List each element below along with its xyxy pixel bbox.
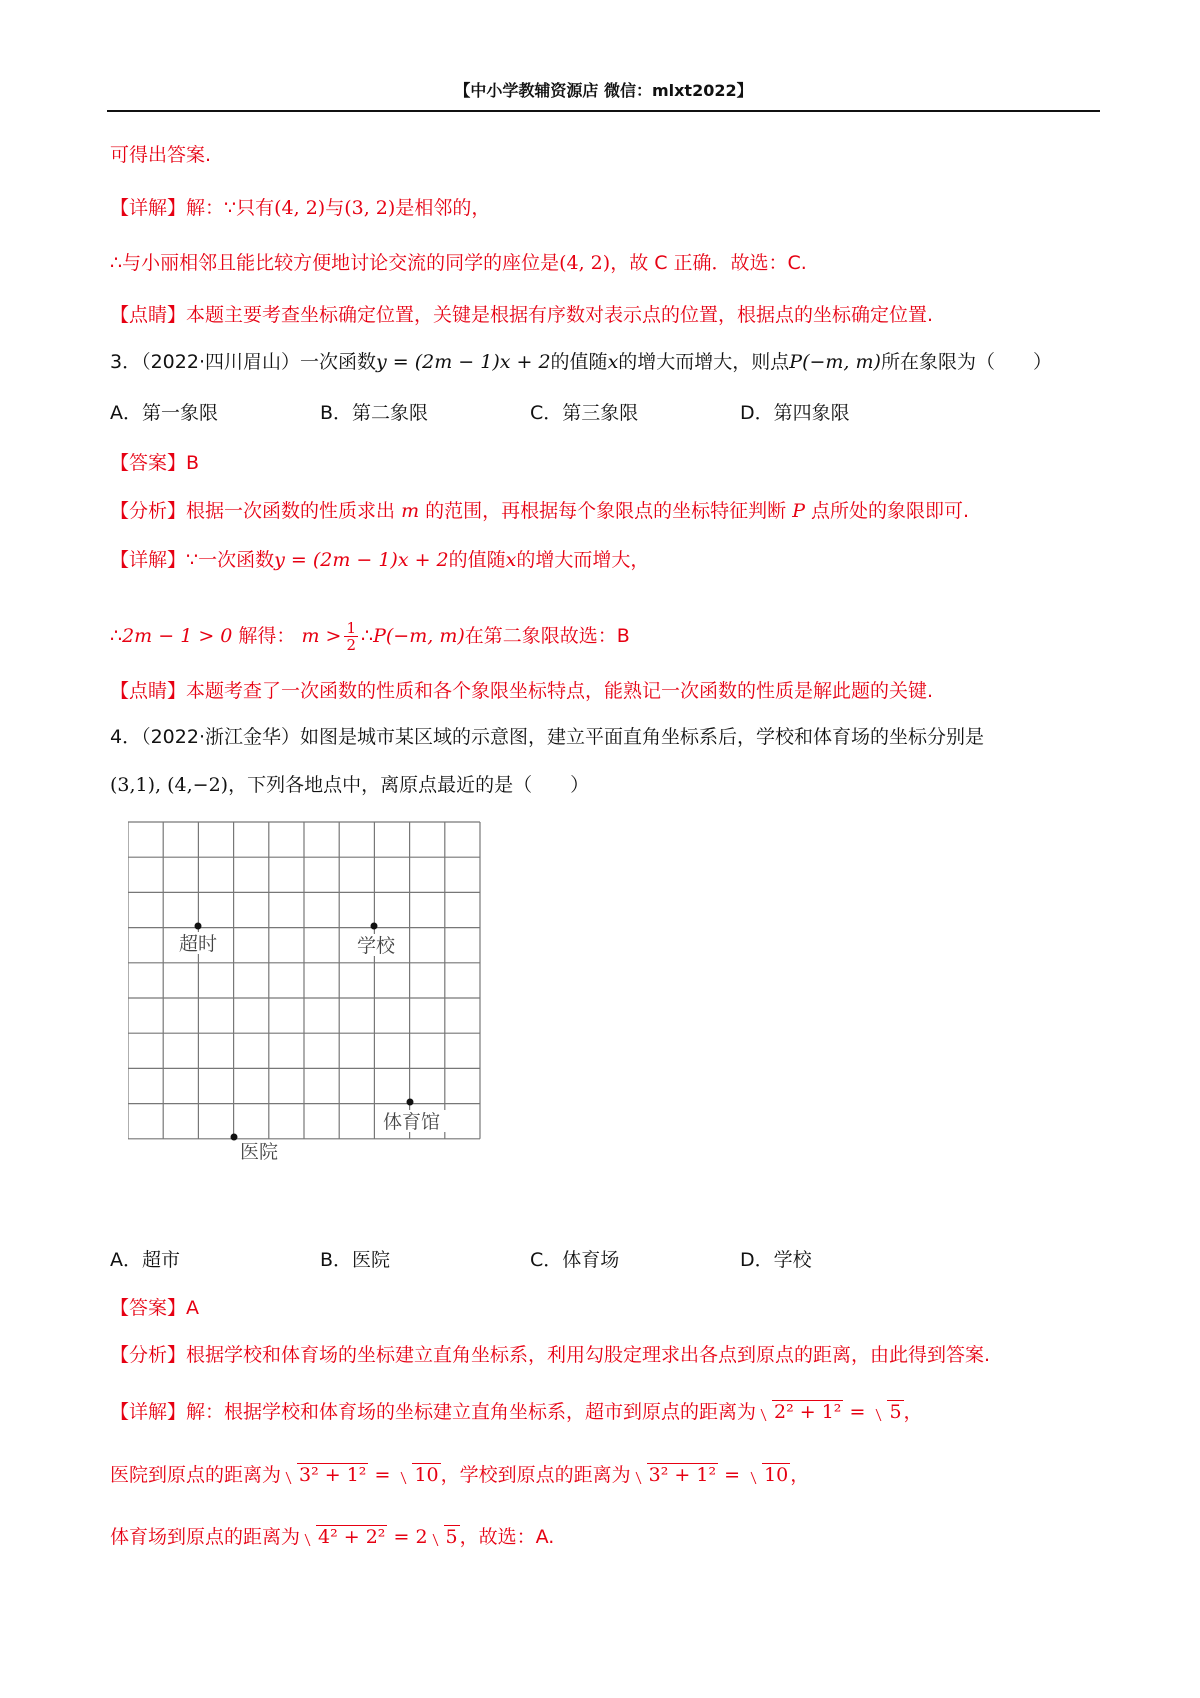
detail-text: 的值随 [448,549,506,571]
solution-text: 解得： [238,625,296,647]
sqrt-expression [302,1522,387,1552]
q4-coordinates: (3,1), (4,−2) [110,774,229,796]
point-3-2: (3, 2) [344,197,396,219]
q4-stem-line2 [110,770,589,800]
city-grid-map [128,820,482,1174]
sqrt-result [873,1397,903,1427]
q3-option-d: D．第四象限 [740,402,850,424]
fraction-numerator: 1 [346,619,357,637]
solution-text: 在第二象限故选：B [464,625,630,647]
q3-option-b: B．第二象限 [320,402,429,424]
point-tag: 【点睛】 [110,304,187,326]
sqrt-result [398,1460,440,1490]
detail-text: 体育场到原点的距离为 [110,1526,301,1548]
sqrt-expression [283,1460,368,1490]
q3-stem-text: 3．（2022·四川眉山）一次函数 [110,351,376,373]
sqrt-result [430,1522,460,1552]
radicand: 3² + 1² [648,1464,717,1486]
analysis-text: 点所处的象限即可. [811,500,970,522]
supermarket-point [195,923,202,930]
school-point [371,923,378,930]
q4-option-b: B．医院 [320,1249,391,1271]
q3-function: y = (2m − 1)x + 2 [274,549,449,571]
detail-text: ，故 C 正确．故选：C. [610,252,807,274]
q4-option-c: C．体育场 [530,1249,620,1271]
point-4-2: (4, 2) [559,252,611,274]
analysis-text: 的范围，再根据每个象限点的坐标特征判断 [425,500,787,522]
detail-text: ， [790,1464,810,1486]
q4-analysis: 【分析】根据学校和体育场的坐标建立直角坐标系，利用勾股定理求出各点到原点的距离，由此得到答案. [110,1344,991,1366]
sqrt-expression [758,1397,843,1427]
q3-solution [110,620,630,653]
q2-conclusion [110,140,211,170]
inequality: 2m − 1 > 0 [122,625,233,647]
q3-point: P(−m, m) [789,351,881,373]
q4-answer: 【答案】A [110,1297,199,1319]
q2-point [110,300,933,330]
q3-point: P(−m, m) [373,625,465,647]
hospital-point [231,1134,238,1141]
q3-analysis [110,496,969,526]
analysis-text: 【分析】根据一次函数的性质求出 [110,500,396,522]
radicand: 5 [445,1526,458,1548]
var-p: P [792,500,805,522]
detail-text: ，故选：A. [459,1526,555,1548]
radicand: 10 [764,1464,789,1486]
detail-text: ， [903,1401,923,1423]
radicand: 2² + 1² [774,1401,842,1423]
q4-stem-line1: 4．（2022·浙江金华）如图是城市某区域的示意图，建立平面直角坐标系后，学校和体育场的坐标分别是 [110,726,984,748]
grid-lines [128,822,480,1139]
radicand: 5 [889,1401,902,1423]
q4-detail-line2 [110,1460,809,1490]
fraction-denominator: 2 [346,636,357,654]
sqrt-result [748,1460,790,1490]
detail-text: ∴与小丽相邻且能比较方便地讨论交流的同学的座位是 [110,252,560,274]
q4-detail-line1 [110,1397,923,1427]
q4-detail-line3 [110,1522,554,1552]
equals-sign: = [374,1464,391,1486]
school-label: 学校 [357,935,396,957]
q3-answer: 【答案】B [110,452,200,474]
q4-option-d: D．学校 [740,1249,812,1271]
var-m: m [401,500,420,522]
stadium-label: 体育馆 [383,1111,441,1133]
q3-point-note: 【点睛】本题考查了一次函数的性质和各个象限坐标特点，能熟记一次函数的性质是解此题的关键. [110,680,934,702]
header-rule [107,110,1100,112]
fraction-one-half [344,620,358,653]
q4-option-a: A．超市 [110,1249,180,1271]
detail-text: 【详解】解：根据学校和体育场的坐标建立直角坐标系，超市到原点的距离为 [110,1401,757,1423]
detail-text: ，学校到原点的距离为 [440,1464,631,1486]
point-text: 本题主要考查坐标确定位置，关键是根据有序数对表示点的位置，根据点的坐标确定位置. [186,304,934,326]
q3-function: y = (2m − 1)x + 2 [375,351,551,373]
q3-stem [110,347,1052,377]
detail-text: 【详解】∵一次函数 [110,549,275,571]
equals-sign: = [849,1401,866,1423]
q2-detail [110,193,490,223]
therefore-symbol: ∴ [110,625,123,647]
q3-option-c: C．第三象限 [530,402,639,424]
point-4-2: (4, 2) [274,197,326,219]
detail-tag: 【详解】 [110,197,187,219]
q4-stem-text: ，下列各地点中，离原点最近的是（ ） [228,774,590,796]
q3-var-x: x [607,351,619,373]
detail-text: 解：∵只有 [186,197,275,219]
supermarket-label: 超时 [179,933,218,955]
radicand: 10 [414,1464,439,1486]
q2-detail-line2 [110,248,807,278]
q3-stem-text: 的值随 [550,351,608,373]
equals-sign: = 2 [393,1526,428,1548]
q3-options [110,398,950,428]
var-x: x [505,549,517,571]
detail-text: 医院到原点的距离为 [110,1464,282,1486]
q3-stem-text: 的增大而增大，则点 [618,351,790,373]
q2-line1: 可得出答案. [110,144,212,166]
radicand: 3² + 1² [299,1464,367,1486]
q4-options [110,1245,950,1275]
page-header: 【中小学教辅资源店 微信：mlxt2022】 [454,81,753,100]
detail-text: 与 [325,197,345,219]
equals-sign: = [724,1464,741,1486]
therefore-symbol: ∴ [361,625,374,647]
q3-stem-text: 所在象限为（ ） [880,351,1052,373]
hospital-label: 医院 [240,1141,279,1163]
m-greater: m > [301,625,342,647]
radicand: 4² + 2² [318,1526,386,1548]
detail-text: 的增大而增大， [516,549,650,571]
q3-detail [110,545,649,575]
sqrt-expression [633,1460,718,1490]
stadium-point [407,1099,414,1106]
q3-option-a: A．第一象限 [110,402,218,424]
detail-text: 是相邻的， [395,197,491,219]
